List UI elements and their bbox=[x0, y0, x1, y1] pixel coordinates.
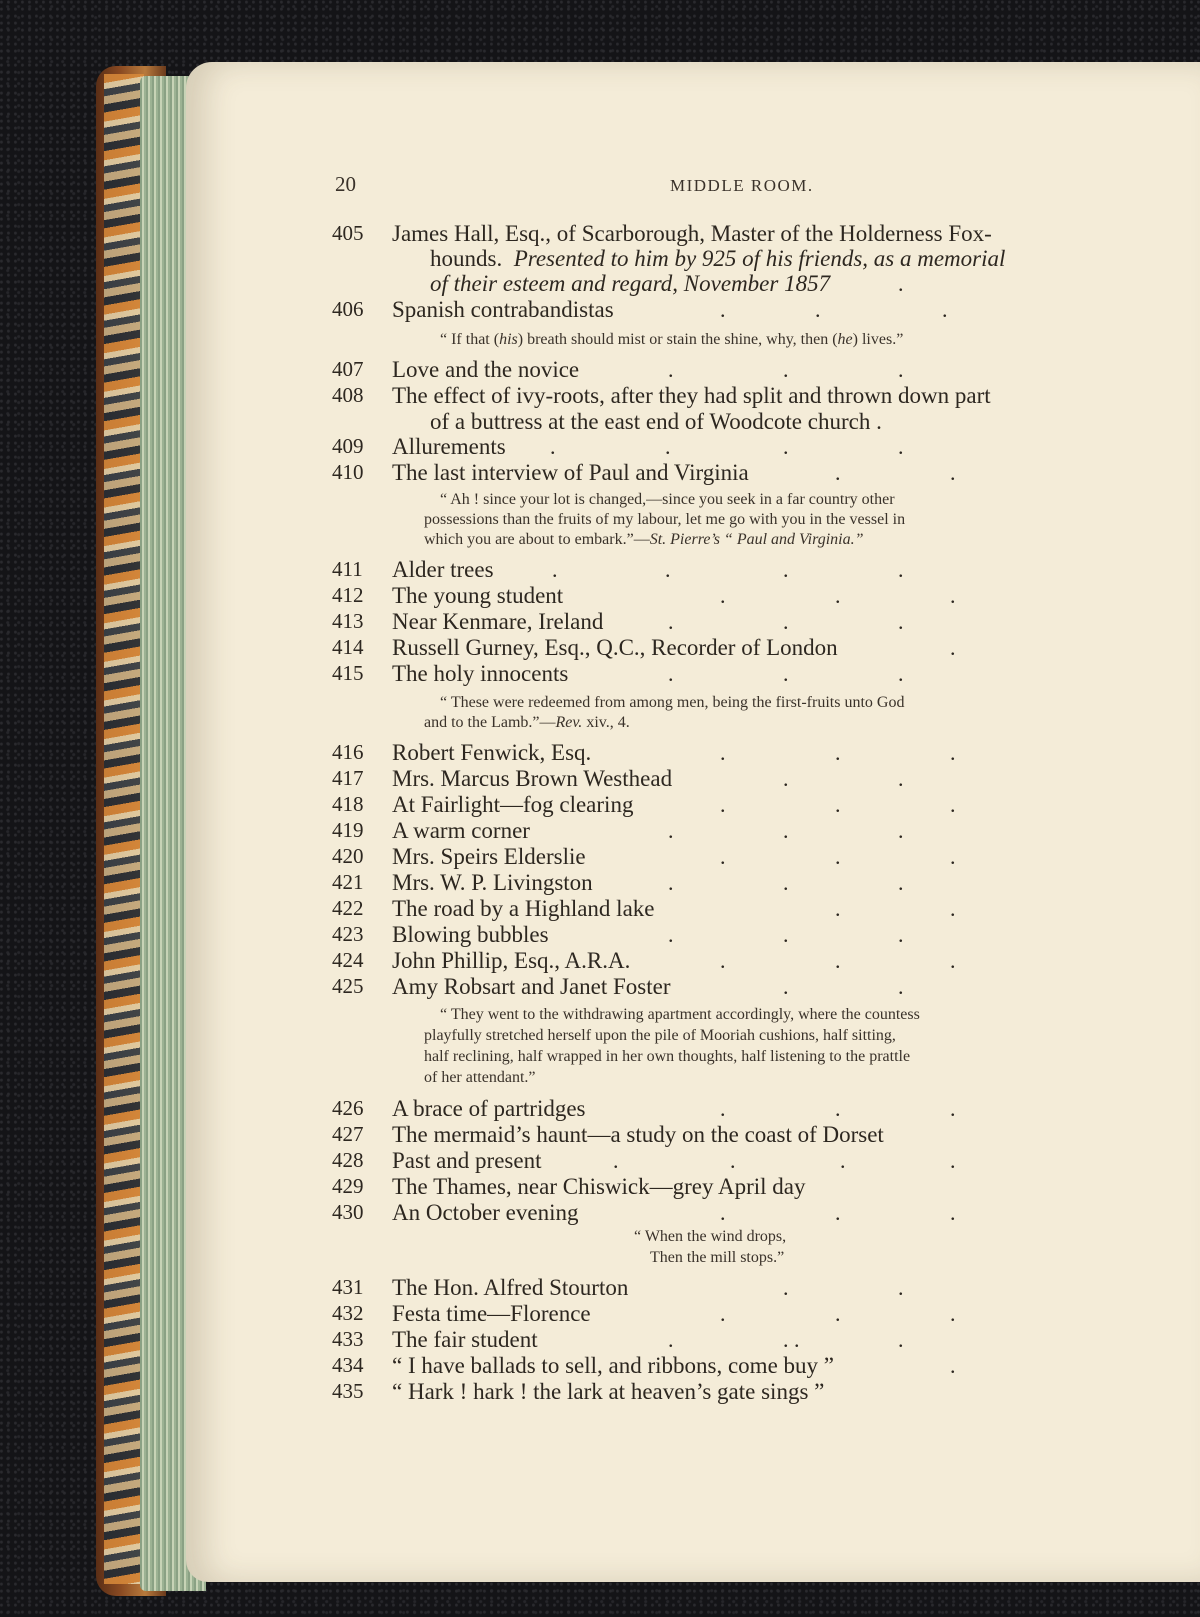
entry-title: The holy innocents bbox=[392, 661, 569, 686]
leader-dot: . bbox=[720, 844, 726, 869]
entry-title: Alder trees bbox=[392, 557, 494, 582]
entry-number: 405 bbox=[332, 221, 364, 245]
leader-dot: . bbox=[665, 434, 671, 459]
entry-number: 422 bbox=[332, 896, 364, 920]
entry-title: Russell Gurney, Esq., Q.C., Recorder of London bbox=[392, 635, 838, 660]
entry-number: 431 bbox=[332, 1275, 364, 1299]
leader-dot: . bbox=[840, 1148, 846, 1173]
leader-dot: . bbox=[898, 1275, 904, 1300]
entry-number: 416 bbox=[332, 740, 364, 764]
entry-number: 424 bbox=[332, 948, 364, 972]
entry-title: The Thames, near Chiswick—grey April day bbox=[392, 1174, 806, 1199]
entry-title: At Fairlight—fog clearing bbox=[392, 792, 634, 817]
entry-title: Spanish contrabandistas bbox=[392, 297, 614, 322]
entry-title: The mermaid’s haunt—a study on the coast of Dorset bbox=[392, 1122, 884, 1147]
leader-dot: . bbox=[815, 297, 821, 322]
entry-quotation: “ If that (his) breath should mist or stain the shine, why, then (he) lives.” bbox=[440, 331, 904, 348]
entry-number: 425 bbox=[332, 974, 364, 998]
entry-number: 426 bbox=[332, 1096, 364, 1120]
leader-dot: . bbox=[783, 818, 789, 843]
leader-dot: . bbox=[783, 609, 789, 634]
leader-dot: . bbox=[950, 844, 956, 869]
leader-dot: . bbox=[835, 1096, 841, 1121]
leader-dot: . bbox=[835, 583, 841, 608]
entry-title: John Phillip, Esq., A.R.A. bbox=[392, 948, 631, 973]
page-number: 20 bbox=[335, 172, 356, 196]
leader-dot: . bbox=[835, 740, 841, 765]
leader-dot: . bbox=[950, 1301, 956, 1326]
leader-dot: . bbox=[950, 792, 956, 817]
leader-dot: . . bbox=[783, 1327, 800, 1352]
entry-number: 413 bbox=[332, 609, 364, 633]
entry-title: Love and the novice bbox=[392, 357, 580, 382]
leader-dot: . bbox=[720, 792, 726, 817]
entry-number: 427 bbox=[332, 1122, 364, 1146]
entry-title-cont: hounds. bbox=[430, 246, 503, 271]
leader-dot: . bbox=[950, 635, 956, 660]
leader-dot: . bbox=[665, 557, 671, 582]
entry-title: Allurements bbox=[392, 434, 506, 459]
entry-number: 410 bbox=[332, 460, 364, 484]
leader-dot: . bbox=[720, 948, 726, 973]
entry-title: Mrs. W. P. Livingston bbox=[392, 870, 593, 895]
entry-number: 406 bbox=[332, 297, 364, 321]
entry-quotation: of her attendant.” bbox=[424, 1069, 536, 1086]
entry-number: 412 bbox=[332, 583, 364, 607]
entry-quotation: Then the mill stops.” bbox=[650, 1249, 785, 1266]
leader-dot: . bbox=[668, 922, 674, 947]
leader-dot: . bbox=[942, 297, 948, 322]
leader-dot: . bbox=[835, 460, 841, 485]
leader-dot: . bbox=[950, 1200, 956, 1225]
leader-dot: . bbox=[898, 766, 904, 791]
entry-title: “ Hark ! hark ! the lark at heaven’s gate sings ” bbox=[392, 1379, 825, 1404]
leader-dot: . bbox=[783, 922, 789, 947]
leader-dot: . bbox=[668, 870, 674, 895]
entry-title: Blowing bubbles bbox=[392, 922, 549, 947]
entry-note: Presented to him by 925 of his friends, as a memorial bbox=[513, 246, 1006, 271]
leader-dot: . bbox=[898, 974, 904, 999]
leader-dot: . bbox=[898, 870, 904, 895]
leader-dot: . bbox=[550, 434, 556, 459]
leader-dot: . bbox=[898, 661, 904, 686]
entry-title: Robert Fenwick, Esq. bbox=[392, 740, 592, 765]
leader-dot: . bbox=[950, 740, 956, 765]
leader-dot: . bbox=[950, 1096, 956, 1121]
leader-dot: . bbox=[783, 870, 789, 895]
leader-dot: . bbox=[835, 948, 841, 973]
entry-quotation: possessions than the fruits of my labour, let me go with you in the vessel in bbox=[424, 511, 906, 528]
entry-number: 414 bbox=[332, 635, 364, 659]
entry-number: 418 bbox=[332, 792, 364, 816]
leader-dot: . bbox=[783, 974, 789, 999]
entry-title: James Hall, Esq., of Scarborough, Master of the Holderness Fox- bbox=[392, 221, 992, 246]
leader-dot: . bbox=[950, 583, 956, 608]
leader-dot: . bbox=[783, 357, 789, 382]
marbled-endpaper bbox=[104, 74, 144, 1584]
leader-dot: . bbox=[720, 740, 726, 765]
leader-dot: . bbox=[720, 1301, 726, 1326]
entry-number: 430 bbox=[332, 1200, 364, 1224]
leader-dot: . bbox=[783, 434, 789, 459]
entry-number: 420 bbox=[332, 844, 364, 868]
leader-dot: . bbox=[552, 557, 558, 582]
leader-dot: . bbox=[668, 1327, 674, 1352]
entry-number: 411 bbox=[332, 557, 363, 581]
entry-note: of their esteem and regard, November 1857 bbox=[430, 271, 831, 296]
leader-dot: . bbox=[668, 818, 674, 843]
entry-number: 409 bbox=[332, 434, 364, 458]
leader-dot: . bbox=[668, 661, 674, 686]
leader-dot: . bbox=[898, 357, 904, 382]
entry-number: 421 bbox=[332, 870, 364, 894]
entry-number: 434 bbox=[332, 1353, 364, 1377]
leader-dot: . bbox=[720, 297, 726, 322]
leader-dot: . bbox=[898, 557, 904, 582]
entry-title: The last interview of Paul and Virginia bbox=[392, 460, 749, 485]
entry-title: The young student bbox=[392, 583, 564, 608]
leader-dot: . bbox=[720, 1096, 726, 1121]
entry-title: The road by a Highland lake bbox=[392, 896, 655, 921]
entry-number: 432 bbox=[332, 1301, 364, 1325]
entry-quotation: and to the Lamb.”—Rev. xiv., 4. bbox=[424, 714, 630, 731]
entry-title: Past and present bbox=[392, 1148, 542, 1173]
leader-dot: . bbox=[835, 1301, 841, 1326]
entry-quotation: playfully stretched herself upon the pile of Mooriah cushions, half sitting, bbox=[424, 1027, 896, 1044]
leader-dot: . bbox=[668, 357, 674, 382]
leader-dot: . bbox=[730, 1148, 736, 1173]
entry-number: 417 bbox=[332, 766, 364, 790]
leader-dot: . bbox=[950, 948, 956, 973]
entry-title: Amy Robsart and Janet Foster bbox=[392, 974, 671, 999]
entry-quotation: “ Ah ! since your lot is changed,—since you seek in a far country other bbox=[440, 491, 895, 508]
leader-dot: . bbox=[835, 896, 841, 921]
leader-dot: . bbox=[835, 792, 841, 817]
entry-title: An October evening bbox=[392, 1200, 579, 1225]
entry-number: 435 bbox=[332, 1379, 364, 1403]
entry-title: The fair student bbox=[392, 1327, 538, 1352]
leader-dot: . bbox=[950, 1353, 956, 1378]
entry-title: A warm corner bbox=[392, 818, 530, 843]
leader-dot: . bbox=[783, 661, 789, 686]
entry-title: Near Kenmare, Ireland bbox=[392, 609, 604, 634]
leader-dot: . bbox=[783, 557, 789, 582]
entry-title-cont: of a buttress at the east end of Woodcote church . bbox=[430, 409, 882, 434]
entry-title: Mrs. Marcus Brown Westhead bbox=[392, 766, 673, 791]
entry-title: The Hon. Alfred Stourton bbox=[392, 1275, 629, 1300]
leader-dot: . bbox=[898, 1327, 904, 1352]
entry-number: 415 bbox=[332, 661, 364, 685]
entry-title: Mrs. Speirs Elderslie bbox=[392, 844, 586, 869]
entry-number: 407 bbox=[332, 357, 364, 381]
leader-dot: . bbox=[898, 609, 904, 634]
entry-quotation: which you are about to embark.”—St. Pierre’s “ Paul and Virginia.” bbox=[424, 531, 864, 548]
entry-number: 428 bbox=[332, 1148, 364, 1172]
leader-dot: . bbox=[950, 1148, 956, 1173]
running-head: MIDDLE ROOM. bbox=[670, 176, 814, 195]
leader-dot: . bbox=[668, 609, 674, 634]
entry-title: A brace of partridges bbox=[392, 1096, 586, 1121]
leader-dot: . bbox=[783, 766, 789, 791]
entry-quotation: “ They went to the withdrawing apartment accordingly, where the countess bbox=[440, 1006, 920, 1023]
entry-title: The effect of ivy-roots, after they had split and thrown down part bbox=[392, 383, 991, 408]
leader-dot: . bbox=[720, 1200, 726, 1225]
leader-dot: . bbox=[898, 271, 904, 296]
leader-dot: . bbox=[898, 818, 904, 843]
leader-dot: . bbox=[835, 844, 841, 869]
entry-title: “ I have ballads to sell, and ribbons, come buy ” bbox=[392, 1353, 834, 1378]
entry-quotation: “ These were redeemed from among men, being the first-fruits unto God bbox=[440, 694, 905, 711]
entry-number: 423 bbox=[332, 922, 364, 946]
leader-dot: . bbox=[950, 460, 956, 485]
leader-dot: . bbox=[835, 1200, 841, 1225]
leader-dot: . bbox=[783, 1275, 789, 1300]
leader-dot: . bbox=[898, 922, 904, 947]
entry-quotation: half reclining, half wrapped in her own thoughts, half listening to the prattle bbox=[424, 1048, 911, 1065]
leader-dot: . bbox=[720, 583, 726, 608]
leader-dot: . bbox=[950, 896, 956, 921]
leader-dot: . bbox=[898, 434, 904, 459]
entry-number: 429 bbox=[332, 1174, 364, 1198]
entry-quotation: “ When the wind drops, bbox=[634, 1228, 787, 1245]
entry-number: 408 bbox=[332, 383, 364, 407]
leader-dot: . bbox=[613, 1148, 619, 1173]
entry-title: Festa time—Florence bbox=[392, 1301, 591, 1326]
entry-number: 433 bbox=[332, 1327, 364, 1351]
entry-number: 419 bbox=[332, 818, 364, 842]
